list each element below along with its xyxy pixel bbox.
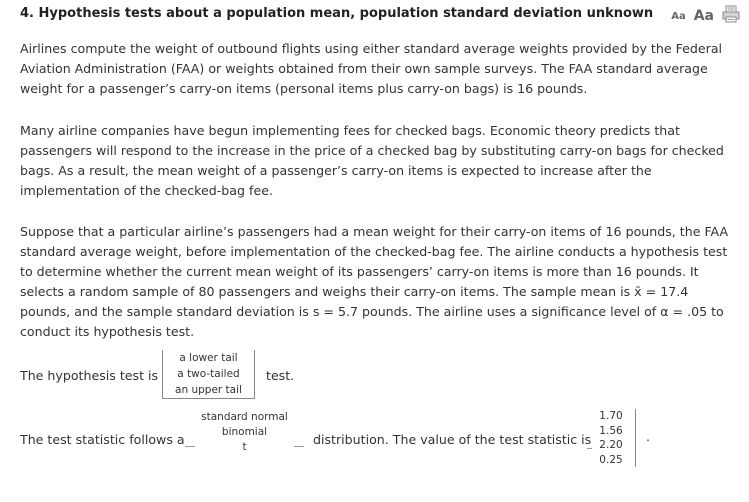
intro-paragraph: Airlines compute the weight of outbound flights using either standard average weights provided by the Federal Aviation Administration (FAA) or weights obtained from their own sample surveys. The FAA standard average weight for a passenger’s carry-on items (personal items plus carry-on bags) is 16 pounds. [20,41,723,96]
decrease-font-button[interactable]: Aa [671,10,686,22]
distribution-dropdown-underline-left [185,446,195,447]
print-button[interactable] [722,5,740,27]
tail-option-upper[interactable]: an upper tail [175,384,242,396]
test-statistic-value-dropdown[interactable] [587,409,636,467]
tail-option-lower[interactable]: a lower tail [179,352,238,364]
context-paragraph: Many airline companies have begun implementing fees for checked bags. Economic theory predicts that passengers will respond to the increase in the price of a checked bag by substituting carry-on bags for checked bags. As a result, the mean weight of a passenger’s carry-on items is expected to increase after the implementation of the checked-bag fee. [20,123,724,198]
value-option-3[interactable]: 2.20 [599,439,623,451]
print-icon [722,5,740,23]
distribution-option-t[interactable]: t [242,441,247,453]
hypothesis-test-prefix: The hypothesis test is [20,368,159,383]
tail-option-two-tailed[interactable]: a two-tailed [177,368,240,380]
test-statistic-suffix: . [646,429,651,444]
tail-type-dropdown[interactable] [162,350,255,399]
value-option-4[interactable]: 0.25 [599,453,623,466]
font-size-controls [671,6,740,26]
question-title: 4. Hypothesis tests about a population mean, population standard deviation unknown [20,6,654,21]
distribution-dropdown[interactable] [185,410,304,455]
distribution-option-standard-normal[interactable]: standard normal [201,411,288,423]
increase-font-button[interactable]: Aa [693,8,714,24]
hypothesis-test-suffix: test. [266,368,295,383]
value-dropdown-underline [587,448,592,449]
distribution-option-binomial[interactable]: binomial [221,426,268,438]
question-header [20,6,740,26]
test-statistic-middle: distribution. The value of the test statistic is [313,432,592,447]
value-option-2[interactable]: 1.56 [599,424,623,437]
value-option-1[interactable]: 1.70 [599,410,623,422]
test-statistic-prefix: The test statistic follows a [20,432,185,447]
scenario-paragraph: Suppose that a particular airline’s passengers had a mean weight for their carry-on items of 16 pounds, the FAA standard average weight, before implementation of the checked-bag fee. The airline conducts a hypothesis test to determine whether the current mean weight of its passengers’ carry-on items is more than 16 pounds. It selects a random sample of 80 passengers and weighs their carry-on items. The sample mean is x̄ = 17.4 pounds, and the sample standard deviation is s = 5.7 pounds. The airline uses a significance level of α = .05 to conduct its hypothesis test. [20,224,729,339]
distribution-dropdown-underline-right [294,446,304,447]
